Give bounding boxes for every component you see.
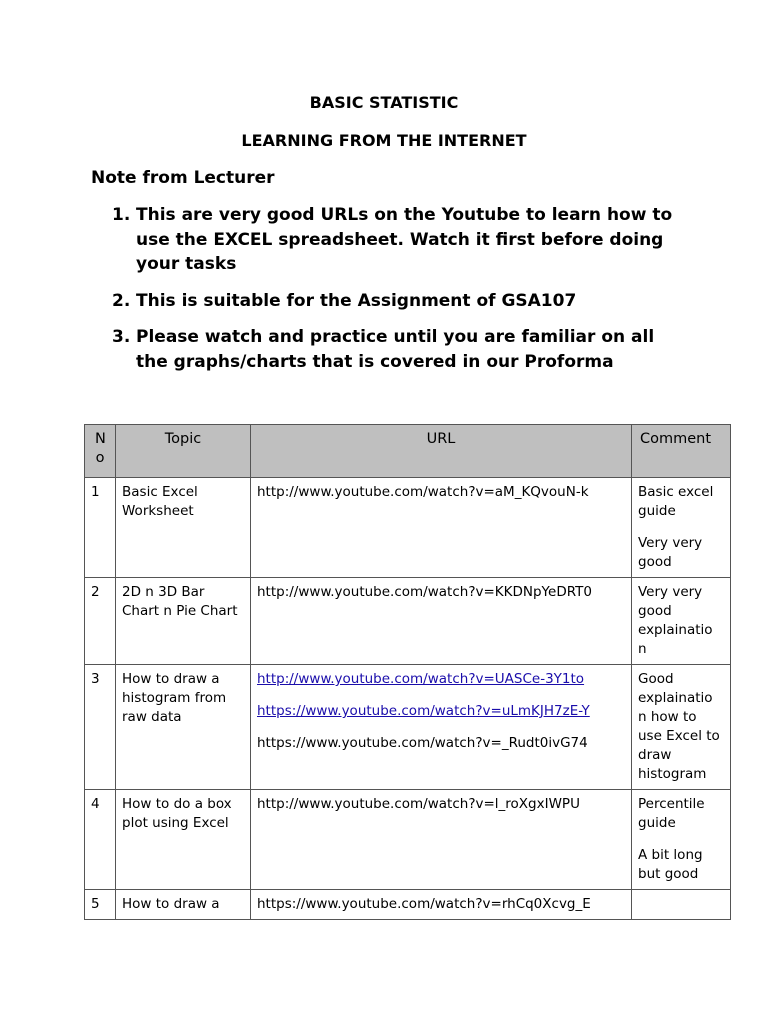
note-item-1 [112,203,682,277]
row-comment: Very very good [638,535,703,570]
note-item-2 [112,289,682,314]
row-comment: Basic excel guide [638,484,714,519]
video-url[interactable]: http://www.youtube.com/watch?v=l_roXgxIWPU [257,796,580,812]
video-url[interactable]: http://www.youtube.com/watch?v=KKDNpYeDRT0 [257,584,592,600]
row-topic: 2D n 3D Bar Chart n Pie Chart [116,578,251,665]
row-comment-cell [632,790,731,890]
row-url-cell [251,665,632,790]
video-url[interactable]: https://www.youtube.com/watch?v=_Rudt0ivG74 [257,735,588,751]
table-row [85,478,731,578]
note-heading: Note from Lecturer [91,168,275,188]
row-comment-cell [632,578,731,665]
document-title: BASIC STATISTIC [309,93,459,112]
row-number: 2 [85,578,116,665]
row-comment: Percentile guide [638,796,705,831]
table-row [85,665,731,790]
header-url: URL [251,425,632,478]
video-url[interactable]: https://www.youtube.com/watch?v=rhCq0Xcvg_E [257,896,591,912]
note-text: This are very good URLs on the Youtube to learn how to use the EXCEL spreadsheet. Watch it first before doing your tasks [136,205,673,274]
row-comment-cell [632,478,731,578]
row-url-cell [251,790,632,890]
note-number: 1. [112,205,131,225]
header-topic: Topic [116,425,251,478]
video-link[interactable]: http://www.youtube.com/watch?v=UASCe-3Y1to [257,671,585,687]
header-no [85,425,116,478]
row-url-cell [251,478,632,578]
row-comment: Good explainatio n how to use Excel to draw histogram [638,671,720,782]
table-row [85,578,731,665]
header-comment: Comment [632,425,731,478]
note-item-3 [112,325,682,374]
row-topic: Basic Excel Worksheet [116,478,251,578]
row-topic: How to do a box plot using Excel [116,790,251,890]
row-topic: How to draw a [116,890,251,920]
header-no-label: No [95,431,106,466]
note-number: 2. [112,290,131,311]
row-comment-cell [632,665,731,790]
row-number: 5 [85,890,116,920]
table-row [85,790,731,890]
video-url[interactable]: http://www.youtube.com/watch?v=aM_KQvouN-k [257,484,589,500]
note-number: 3. [112,327,131,347]
video-link[interactable]: https://www.youtube.com/watch?v=uLmKJH7zE-Y [257,703,590,719]
row-number: 4 [85,790,116,890]
note-text: This is suitable for the Assignment of GSA107 [136,290,577,311]
lecturer-notes-list [112,203,682,386]
row-comment: Very very good explainatio n [638,584,713,657]
table-header-row [85,425,731,478]
note-text: Please watch and practice until you are familiar on all the graphs/charts that is covered in our Proforma [136,327,655,372]
row-topic: How to draw a histogram from raw data [116,665,251,790]
resource-table [84,424,731,920]
row-url-cell [251,890,632,920]
table-row [85,890,731,920]
row-url-cell [251,578,632,665]
row-comment: A bit long but good [638,847,703,882]
row-number: 1 [85,478,116,578]
document-subtitle: LEARNING FROM THE INTERNET [241,131,527,150]
row-comment-cell [632,890,731,920]
row-number: 3 [85,665,116,790]
